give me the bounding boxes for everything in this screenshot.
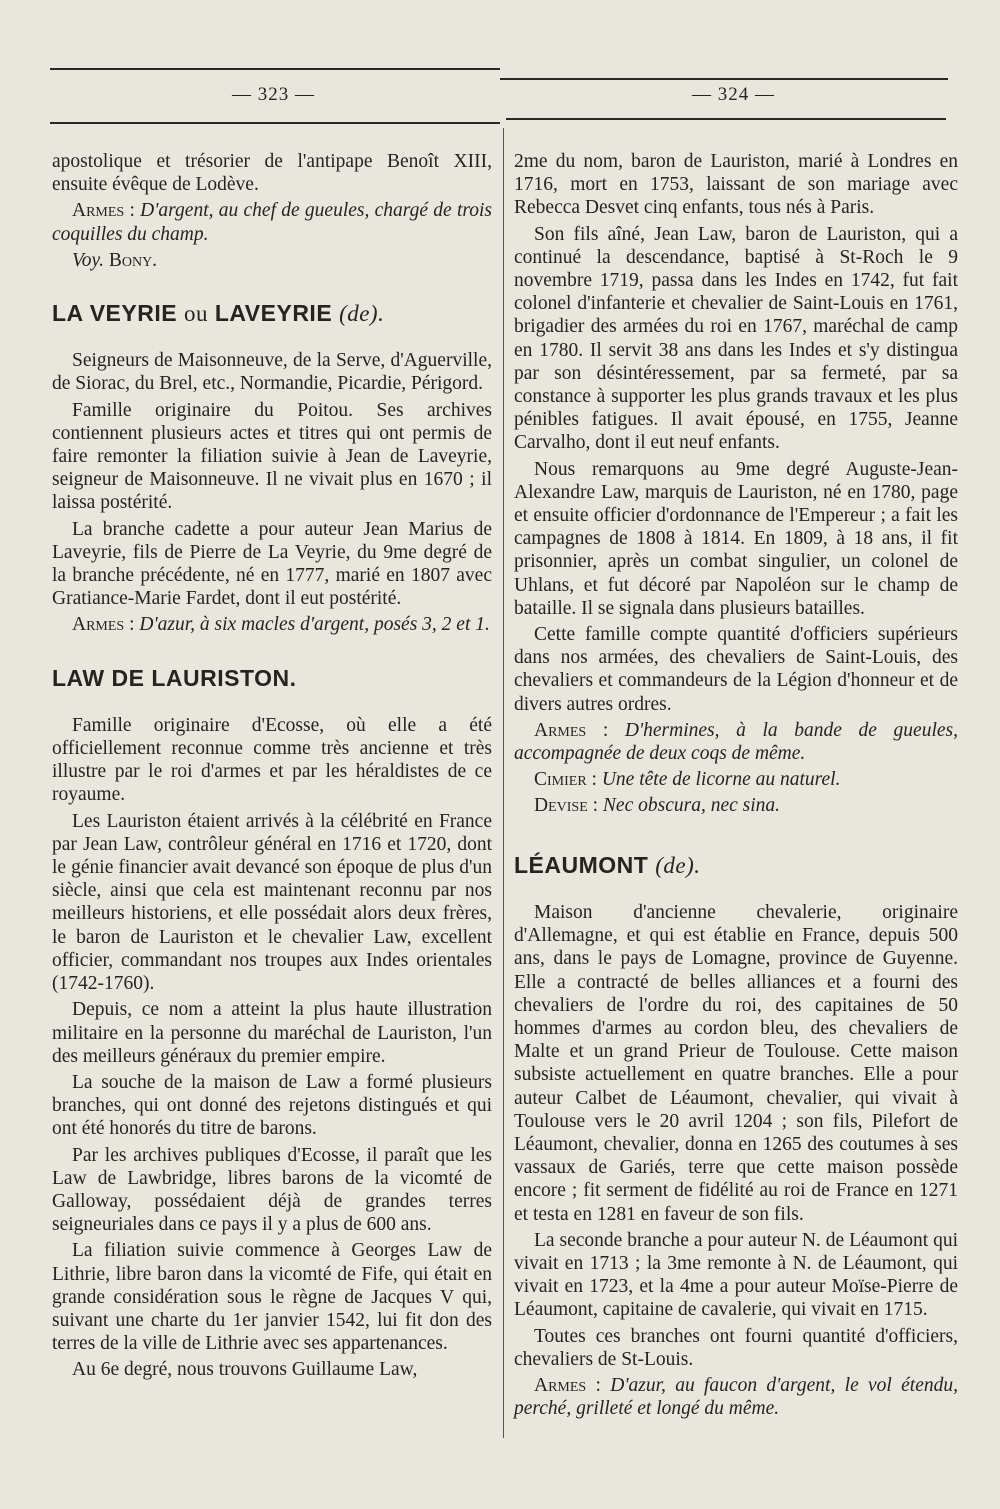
title-part: LA VEYRIE [52,300,178,327]
voy-line [52,249,492,272]
voy-text: Bony. [108,249,158,271]
paragraph: Au 6e degré, nous trouvons Guillaume Law, [72,1359,418,1381]
intro-paragraph: apostolique et trésorier de l'antipape Benoît XIII, ensuite évêque de Lodève. [52,151,492,196]
arms-label: Armes [534,719,587,741]
arms-text: D'azur, à six macles d'argent, posés 3, 2 et 1. [139,614,490,636]
devise-label: Devise [534,795,588,817]
arms-label: Armes [534,1374,587,1396]
cimier-label: Cimier [534,769,587,791]
paragraph: La souche de la maison de Law a formé plusieurs branches, qui ont donné des rejetons distingués et qui ont été honorés du titre de barons. [52,1071,492,1140]
title-ou: ou [183,301,208,327]
paragraph: La branche cadette a pour auteur Jean Marius de Laveyrie, fils de Pierre de La Veyrie, du 9me degré de la branche précédente, né en 1777, marié en 1807 avec Gratiance-Marie Fardet, dont il eut postérité. [52,518,492,610]
section-title-laveyrie [52,302,492,325]
top-rule-right [500,78,948,80]
page-number-left: — 323 — [232,84,315,105]
paragraph: Famille originaire d'Ecosse, où elle a été officiellement reconnue comme très ancienne et très illustre par le roi d'armes et par les héraldistes de ce royaume. [52,714,492,806]
column-divider [503,128,504,1438]
arms-line: Armes : D'hermines, à la bande de gueules, accompagnée de deux coqs de même. [514,719,958,765]
paragraph: Maison d'ancienne chevalerie, originaire d'Allemagne, et qui est établie en France, depuis 500 ans, dans le pays de Lomagne, province de Guyenne. Elle a contracté de belles alliances et a fourni des chevaliers de l'ordre du roi, des capitaines de 50 hommes d'armes au cordon bleu, des chevaliers de Malte et un grand Prieur de Toulouse. Cette maison subsiste actuellement en quatre branches. Elle a pour auteur Calbet de Léaumont, chevalier, qui vivait à Toulouse vers le 20 avril 1204 ; son fils, Pilefort de Léaumont, chevalier, donna en 1265 des coutumes à ses vassaux de Gariés, terre que cette maison possède encore ; fit serment de fidélité au roi de France en 1271 et testa en 1281 en faveur de son fils. [514,901,958,1225]
paragraph: 2me du nom, baron de Lauriston, marié à Londres en 1716, mort en 1753, laissant de son mariage avec Rebecca Desvet cinq enfants, tous nés à Paris. [514,151,958,219]
right-column [514,150,958,1423]
paragraph: Toutes ces branches ont fourni quantité d'officiers, chevaliers de St-Louis. [514,1325,958,1370]
paragraph: Par les archives publiques d'Ecosse, il paraît que les Law de Lawbridge, libres barons de la vicomté de Galloway, possédaient déjà de grandes terres seigneuriales dans ce pays il y a plus de 600 ans. [52,1144,492,1236]
arms-text: D'azur, au faucon d'argent, le vol étendu, perché, grilleté et longé du même. [514,1374,959,1420]
devise-line: Devise : Nec obscura, nec sina. [534,795,781,817]
cimier-line: Cimier : Une tête de licorne au naturel. [534,769,841,791]
title-de: (de). [655,852,701,878]
page-number-right: — 324 — [692,84,775,105]
voy-label: Voy. [72,249,104,271]
section-title-law: LAW DE LAURISTON. [52,664,297,691]
arms-label: Armes [72,614,125,636]
paragraph: La filiation suivie commence à Georges Law de Lithrie, libre baron dans la vicomté de Fife, qui était en grande considération sous le règne de Jacques V qui, suivant une charte du 1er janvier 1542, lui fit don des terres de la ville de Lithrie avec ses appartenances. [52,1240,492,1355]
title-de: (de). [339,301,385,327]
header-rule-right [506,118,946,120]
paragraph: Cette famille compte quantité d'officiers supérieurs dans nos armées, des chevaliers de Saint-Louis, des chevaliers et commandeurs de la Légion d'honneur et de divers autres ordres. [514,624,958,715]
paragraph: Seigneurs de Maisonneuve, de la Serve, d'Aguerville, de Siorac, du Brel, etc., Normandie, Picardie, Périgord. [52,350,492,395]
title-part: LAVEYRIE [214,300,333,327]
section-title-leaumont [514,851,958,878]
paragraph: Les Lauriston étaient arrivés à la célébrité en France par Jean Law, contrôleur général en 1716 et 1720, dont le génie financier avait devancé son époque de plus d'un siècle, ainsi que cela est maintenant reconnu par nos meilleurs historiens, et elle possédait alors deux frères, le baron de Lauriston et le chevalier Law, excellent officier, commandant nos troupes aux Indes orientales (1742-1760). [52,810,492,995]
header-rule-left [50,122,500,124]
devise-text: Nec obscura, nec sina. [602,795,781,817]
top-rule-left [50,68,500,70]
arms-line: Armes : D'argent, au chef de gueules, chargé de trois coquilles du champ. [52,200,493,245]
left-column [52,150,492,1385]
title-part: LÉAUMONT [514,851,649,878]
cimier-text: Une tête de licorne au naturel. [601,769,841,791]
arms-line: Armes : D'azur, à six macles d'argent, posés 3, 2 et 1. [72,614,490,636]
paragraph: Famille originaire du Poitou. Ses archives contiennent plusieurs actes et titres qui ont permis de faire remonter la filiation suivie à Jean de Laveyrie, seigneur de Maisonneuve. Il ne vivait plus en 1670 ; il laissa postérité. [52,399,492,514]
paragraph: Son fils aîné, Jean Law, baron de Lauriston, qui a continué la descendance, baptisé à St-Roch le 9 novembre 1719, passa dans les Indes en 1742, fut fait colonel d'infanterie et chevalier de Saint-Louis en 1761, brigadier des armées du roi en 1767, maréchal de camp en 1780. Il servit 38 ans dans les Indes et s'y distingua par son désintéressement, par sa fermeté, par sa constance à supporter les plus grands travaux et les plus pénibles fatigues. Il avait épousé, en 1755, Jeanne Carvalho, dont il eut neuf enfants. [514,223,958,454]
paragraph: La seconde branche a pour auteur N. de Léaumont qui vivait en 1713 ; la 3me remonte à N. de Léaumont, qui vivait en 1723, et la 4me a pour auteur Moïse-Pierre de Léaumont, capitaine de cavalerie, qui vivait en 1715. [514,1229,958,1321]
paragraph: Nous remarquons au 9me degré Auguste-Jean-Alexandre Law, marquis de Lauriston, né en 1780, page et ensuite officier d'ordonnance de l'Empereur ; a fait les campagnes de 1808 à 1814. En 1809, à 18 ans, il fit prisonnier, après un combat singulier, un colonel de Uhlans, et fut décoré par Napoléon sur le champ de bataille. Il se signala dans plusieurs batailles. [514,458,958,619]
paragraph: Depuis, ce nom a atteint la plus haute illustration militaire en la personne du maréchal de Lauriston, l'un des meilleurs généraux du premier empire. [52,999,492,1067]
arms-text: D'argent, au chef de gueules, chargé de trois coquilles du champ. [52,200,493,245]
arms-line: Armes : D'azur, au faucon d'argent, le vol étendu, perché, grilleté et longé du même. [514,1374,959,1420]
arms-text: D'hermines, à la bande de gueules, accompagnée de deux coqs de même. [514,719,958,765]
arms-label: Armes [72,200,125,222]
